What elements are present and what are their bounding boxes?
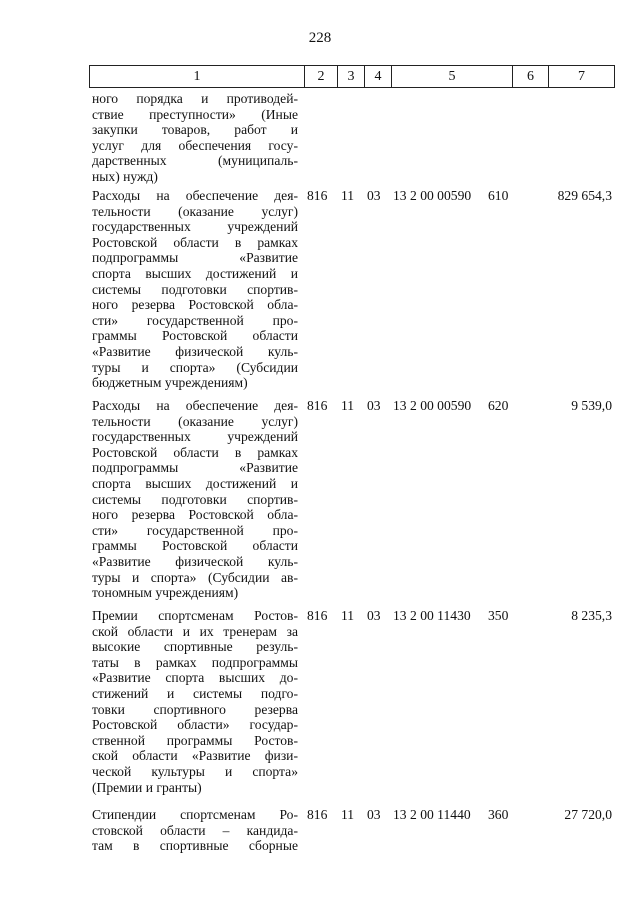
desc-line: подпрограммы «Развитие xyxy=(92,250,298,266)
desc-line: высокие спортивные резуль- xyxy=(92,639,298,655)
table-header xyxy=(89,65,615,88)
desc-line: спорта высших достижений и xyxy=(92,475,298,491)
desc-line: Ростовской области в рамках xyxy=(92,234,298,250)
header-col-2: 2 xyxy=(305,66,338,87)
desc-line: Премии спортсменам Ростов- xyxy=(92,608,298,623)
desc-line: там в спортивные сборные xyxy=(92,838,298,854)
row-description xyxy=(92,398,298,608)
table-body xyxy=(92,91,612,857)
desc-line: «Развитие спорта высших до- xyxy=(92,670,298,686)
cell-section: 11 xyxy=(341,608,355,623)
desc-line: тельности (оказание услуг) xyxy=(92,203,298,219)
desc-line: услуг для обеспечения госу- xyxy=(92,137,298,153)
desc-line: Расходы на обеспечение дея- xyxy=(92,188,298,203)
cell-target-article xyxy=(393,91,488,188)
desc-line: ного резерва Ростовской обла- xyxy=(92,297,298,313)
desc-line: тономным учреждениям) xyxy=(92,585,239,601)
cell-amount xyxy=(520,91,612,188)
desc-line: стижений и системы подго- xyxy=(92,685,298,701)
desc-line: подпрограммы «Развитие xyxy=(92,460,298,476)
desc-line: Расходы на обеспечение дея- xyxy=(92,398,298,413)
table-row xyxy=(92,91,612,188)
header-col-4: 4 xyxy=(365,66,392,87)
cell-subsection: 03 xyxy=(367,398,381,413)
cell-section: 11 xyxy=(341,807,355,822)
page-number: 228 xyxy=(308,30,332,46)
desc-line: сти» государственной про- xyxy=(92,312,298,328)
header-col-6: 6 xyxy=(513,66,549,87)
desc-line: системы подготовки спортив- xyxy=(92,281,298,297)
cell-amount: 829 654,3 xyxy=(557,188,612,203)
cell-subsection xyxy=(367,91,393,188)
cell-ministry: 816 xyxy=(307,188,328,203)
desc-line: тельности (оказание услуг) xyxy=(92,413,298,429)
desc-line: спорта высших достижений и xyxy=(92,265,298,281)
cell-amount: 27 720,0 xyxy=(564,807,612,822)
desc-line: ного резерва Ростовской обла- xyxy=(92,507,298,523)
cell-subsection: 03 xyxy=(367,807,381,822)
desc-line: бюджетным учреждениям) xyxy=(92,375,248,391)
cell-subsection: 03 xyxy=(367,188,381,203)
desc-line: дарственных (муниципаль- xyxy=(92,153,298,169)
row-description xyxy=(92,807,298,857)
desc-line: туры и спорта» (Субсидии ав- xyxy=(92,569,298,585)
desc-line: ного порядка и противодей- xyxy=(92,91,298,106)
cell-subsection: 03 xyxy=(367,608,381,623)
cell-section: 11 xyxy=(341,188,355,203)
cell-expense-type xyxy=(488,91,520,188)
desc-line: государственных учреждений xyxy=(92,219,298,235)
row-description xyxy=(92,608,298,807)
desc-line: государственных учреждений xyxy=(92,429,298,445)
desc-line: Стипендии спортсменам Ро- xyxy=(92,807,298,822)
row-description xyxy=(92,91,298,188)
cell-section xyxy=(341,91,367,188)
desc-line: Ростовской области» государ- xyxy=(92,717,298,733)
desc-line: ской области «Развитие физи- xyxy=(92,748,298,764)
cell-target-article: 13 2 00 00590 xyxy=(393,398,472,413)
cell-ministry xyxy=(307,91,341,188)
header-col-5: 5 xyxy=(392,66,513,87)
desc-line: «Развитие физической куль- xyxy=(92,343,298,359)
cell-expense-type: 610 xyxy=(488,188,509,203)
row-description xyxy=(92,188,298,398)
cell-target-article: 13 2 00 11430 xyxy=(393,608,471,623)
desc-line: таты в рамках подпрограммы xyxy=(92,654,298,670)
desc-line: товки спортивного резерва xyxy=(92,701,298,717)
desc-line: ственной программы Ростов- xyxy=(92,732,298,748)
cell-expense-type: 350 xyxy=(488,608,509,623)
desc-line: системы подготовки спортив- xyxy=(92,491,298,507)
cell-section: 11 xyxy=(341,398,355,413)
cell-target-article: 13 2 00 11440 xyxy=(393,807,471,822)
cell-ministry: 816 xyxy=(307,398,328,413)
desc-line: граммы Ростовской области xyxy=(92,538,298,554)
table-row xyxy=(92,398,612,608)
cell-target-article: 13 2 00 00590 xyxy=(393,188,472,203)
desc-line: закупки товаров, работ и xyxy=(92,122,298,138)
desc-line: стовской области – кандида- xyxy=(92,822,298,838)
desc-line: «Развитие физической куль- xyxy=(92,553,298,569)
desc-line: граммы Ростовской области xyxy=(92,328,298,344)
cell-ministry: 816 xyxy=(307,608,328,623)
cell-expense-type: 620 xyxy=(488,398,509,413)
desc-line: Ростовской области в рамках xyxy=(92,444,298,460)
desc-line: ской области и их тренерам за xyxy=(92,623,298,639)
desc-line: ствие преступности» (Иные xyxy=(92,106,298,122)
table-row xyxy=(92,188,612,398)
cell-amount: 9 539,0 xyxy=(571,398,612,413)
table-row xyxy=(92,608,612,807)
header-col-7: 7 xyxy=(578,69,585,84)
desc-line: туры и спорта» (Субсидии xyxy=(92,359,298,375)
table-row xyxy=(92,807,612,857)
cell-amount: 8 235,3 xyxy=(571,608,612,623)
header-col-1: 1 xyxy=(90,66,305,87)
desc-line: ческой культуры и спорта» xyxy=(92,763,298,779)
desc-line: ных) нужд) xyxy=(92,168,158,184)
header-col-3: 3 xyxy=(338,66,365,87)
desc-line: сти» государственной про- xyxy=(92,522,298,538)
desc-line: (Премии и гранты) xyxy=(92,779,202,795)
cell-ministry: 816 xyxy=(307,807,328,822)
cell-expense-type: 360 xyxy=(488,807,509,822)
